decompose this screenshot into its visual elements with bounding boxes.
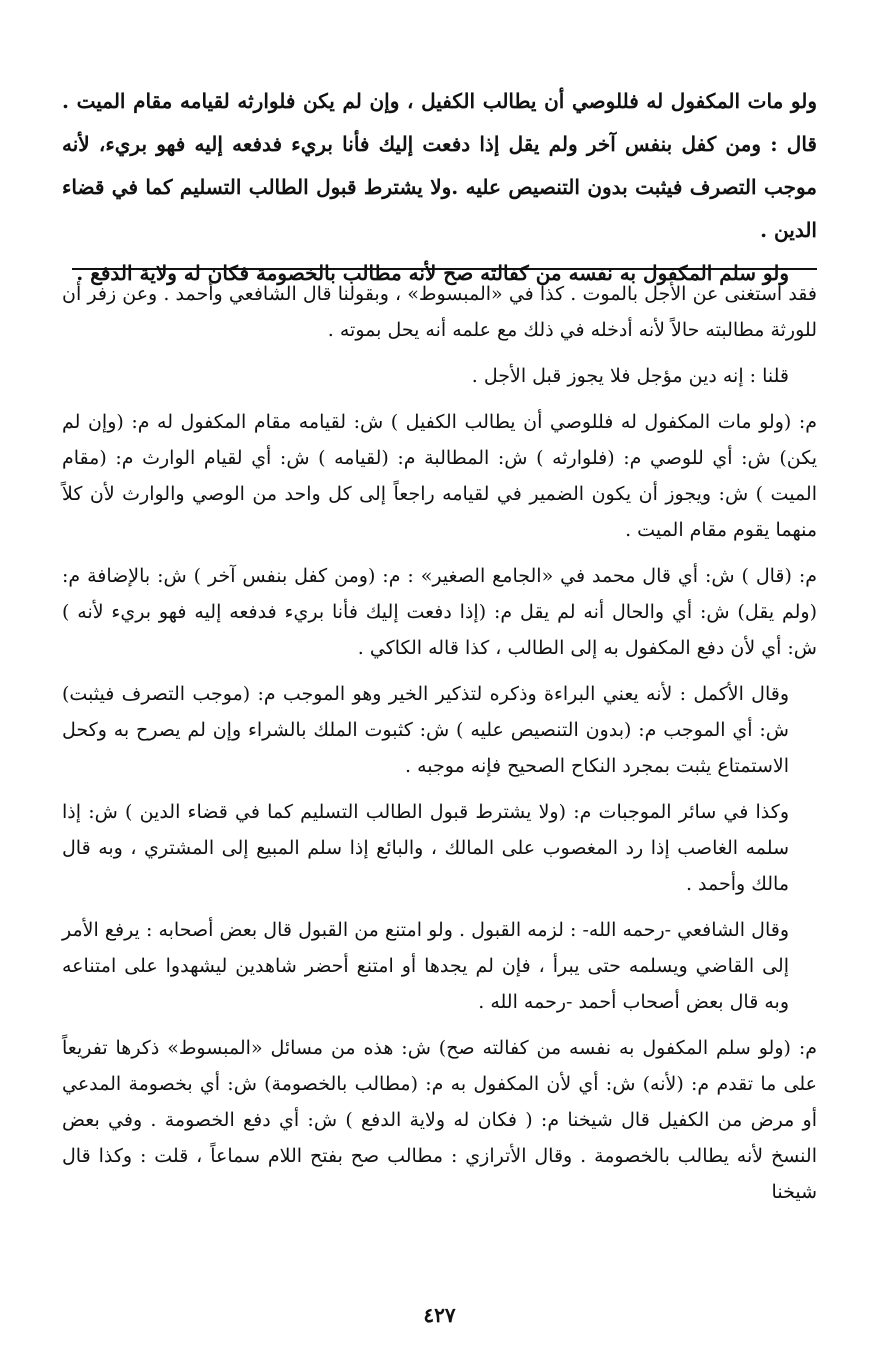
main-text-paragraph: ولو مات المكفول له فللوصي أن يطالب الكفيل ، وإن لم يكن فلوارثه لقيامه مقام الميت . قال : ومن كفل بنفس آخر ولم يقل إذا دفعت إليك فأنا بريء فدفعه إليه فهو بريء، لأنه موجب التصرف فيثبت بدون التنصيص عليه .ولا يشترط قبول الطالب التسليم كما في قضاء الدين . <box>62 89 817 242</box>
commentary-paragraph: فقد استغنى عن الأجل بالموت . كذا في «المبسوط» ، وبقولنا قال الشافعي وأحمد . وعن زفر أن للورثة مطالبته حالاً لأنه أدخله في ذلك مع علمه أنه يحل بموته . <box>62 283 817 341</box>
main-text-paragraph: ولو سلم المكفول به نفسه من كفالته صح لأنه مطالب بالخصومة فكان له ولاية الدفع . <box>76 261 789 285</box>
separator-line <box>72 268 817 270</box>
commentary-paragraph: وقال الشافعي -رحمه الله- : لزمه القبول . ولو امتنع من القبول قال بعض أصحابه : يرفع الأمر إلى القاضي ويسلمه حتى يبرأ ، فإن لم يجدها أو امتنع أحضر شاهدين ليشهدوا على امتناعه وبه قال بعض أصحاب أحمد -رحمه الله . <box>62 919 789 1013</box>
commentary-paragraph: وكذا في سائر الموجبات م: (ولا يشترط قبول الطالب التسليم كما في قضاء الدين ) ش: إذا سلمه الغاصب إذا رد المغصوب على المالك ، والبائع إذا سلم المبيع إلى المشتري ، وبه قال مالك وأحمد . <box>62 801 789 895</box>
commentary-paragraph: قلنا : إنه دين مؤجل فلا يجوز قبل الأجل . <box>471 365 789 387</box>
commentary-paragraph: م: (ولو مات المكفول له فللوصي أن يطالب الكفيل ) ش: لقيامه مقام المكفول له م: (وإن لم يكن) ش: أي للوصي م: (فلوارثه ) ش: المطالبة م: (لقيامه ) ش: أي لقيام الوارث م: (مقام الميت ) ش: ويجوز أن يكون الضمير في لقيامه راجعاً إلى كل واحد من الوصي والوارث لأن كلاً منهما يقوم مقام الميت . <box>62 411 817 541</box>
commentary-paragraph: م: (قال ) ش: أي قال محمد في «الجامع الصغير» : م: (ومن كفل بنفس آخر ) ش: بالإضافة م: (ولم يقل) ش: أي والحال أنه لم يقل م: (إذا دفعت إليك فأنا بريء فدفعه إليه فهو بريء لأنه ) ش: أي لأن دفع المكفول به إلى الطالب ، كذا قاله الكاكي . <box>62 565 817 659</box>
commentary-block <box>62 276 817 1220</box>
page-number: ٤٢٧ <box>423 1303 456 1327</box>
main-text-block <box>62 80 817 295</box>
commentary-paragraph: م: (ولو سلم المكفول به نفسه من كفالته صح) ش: هذه من مسائل «المبسوط» ذكرها تفريعاً على ما تقدم م: (لأنه) ش: أي لأن المكفول به م: (مطالب بالخصومة) ش: أي بخصومة المدعي أو مرض من الكفيل قال شيخنا م: ( فكان له ولاية الدفع ) ش: أي دفع الخصومة . وفي بعض النسخ لأنه يطالب بالخصومة . وقال الأترازي : مطالب صح بفتح اللام سماعاً ، قلت : وكذا قال شيخنا <box>62 1037 817 1203</box>
commentary-paragraph: وقال الأكمل : لأنه يعني البراءة وذكره لتذكير الخير وهو الموجب م: (موجب التصرف فيثبت) ش: أي الموجب م: (بدون التنصيص عليه ) ش: كثبوت الملك بالشراء وإن لم يصرح به وكحل الاستمتاع يثبت بمجرد النكاح الصحيح فإنه موجبه . <box>62 683 789 777</box>
